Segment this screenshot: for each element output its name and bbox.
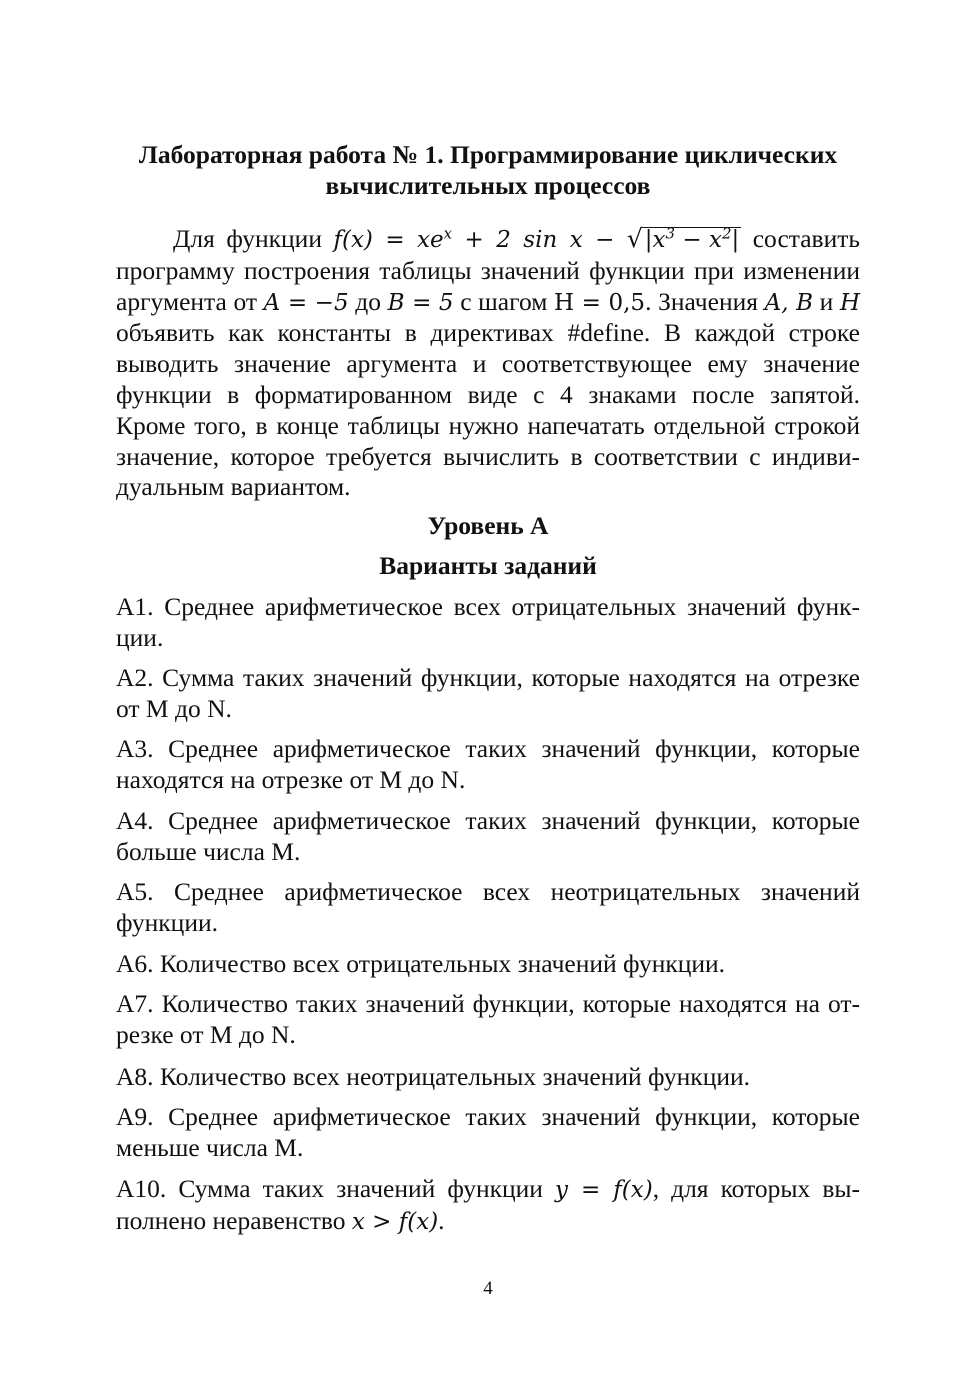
intro-line-4: объявить как константы в директивах #define. В каждой строке — [116, 318, 860, 348]
variant-a8: А8. Количество всех неотрицательных значений функции. — [116, 1062, 751, 1091]
intro-line-5: выводить значение аргумента и соответствующее ему значение — [116, 349, 860, 379]
variant-a10: А10. Сумма таких значений функции y = f(x), для которых вы- полнено неравенство x > f(x). — [116, 1174, 860, 1235]
level-heading: Уровень А — [427, 511, 549, 540]
intro-line-9: дуальным вариантом. — [116, 472, 351, 502]
variant-a6: А6. Количество всех отрицательных значений функции. — [116, 949, 726, 978]
variant-a5: А5. Среднее арифметическое всех неотрицательных значений функции. — [116, 877, 860, 937]
variants-heading: Варианты заданий — [379, 551, 597, 580]
intro-line-1 — [116, 224, 860, 256]
variant-a9: А9. Среднее арифметическое таких значений функции, которые меньше числа M. — [116, 1102, 860, 1162]
intro-paragraph — [116, 224, 860, 503]
variant-a4: А4. Среднее арифметическое таких значений функции, которые больше числа M. — [116, 806, 860, 866]
intro-line-8: значение, которое требуется вычислить в соответствии с индиви- — [116, 441, 860, 471]
intro-line-2: программу построения таблицы значений функции при изменении — [116, 255, 860, 285]
page-number: 4 — [483, 1278, 493, 1299]
intro-text: составить — [752, 224, 860, 253]
function-formula: $f(x) = xe^x + 2$ $\sin x - √|x^3 - x^2|$ — [333, 224, 740, 253]
intro-text: Для функции — [173, 224, 322, 253]
intro-line-3: аргумента от A = −5 до B = 5 с шагом H = 0,5. Значения A, B и H — [116, 286, 861, 316]
page-title — [116, 139, 860, 201]
intro-line-7: Кроме того, в конце таблицы нужно напечатать отдельной строкой — [116, 410, 860, 440]
variant-a1: А1. Среднее арифметическое всех отрицательных значений функ- ции. — [116, 592, 860, 652]
intro-line-6: функции в форматированном виде с 4 знаками после запятой. — [116, 379, 860, 409]
title-line-2: вычислительных процессов — [325, 171, 651, 200]
variant-a2: А2. Сумма таких значений функции, которые находятся на отрезке от M до N. — [116, 663, 860, 723]
variant-a7: А7. Количество таких значений функции, которые находятся на от- резке от M до N. — [116, 989, 860, 1049]
variant-a3: А3. Среднее арифметическое таких значений функции, которые находятся на отрезке от M до N. — [116, 734, 860, 794]
title-line-1: Лабораторная работа № 1. Программирование циклических — [138, 140, 838, 169]
